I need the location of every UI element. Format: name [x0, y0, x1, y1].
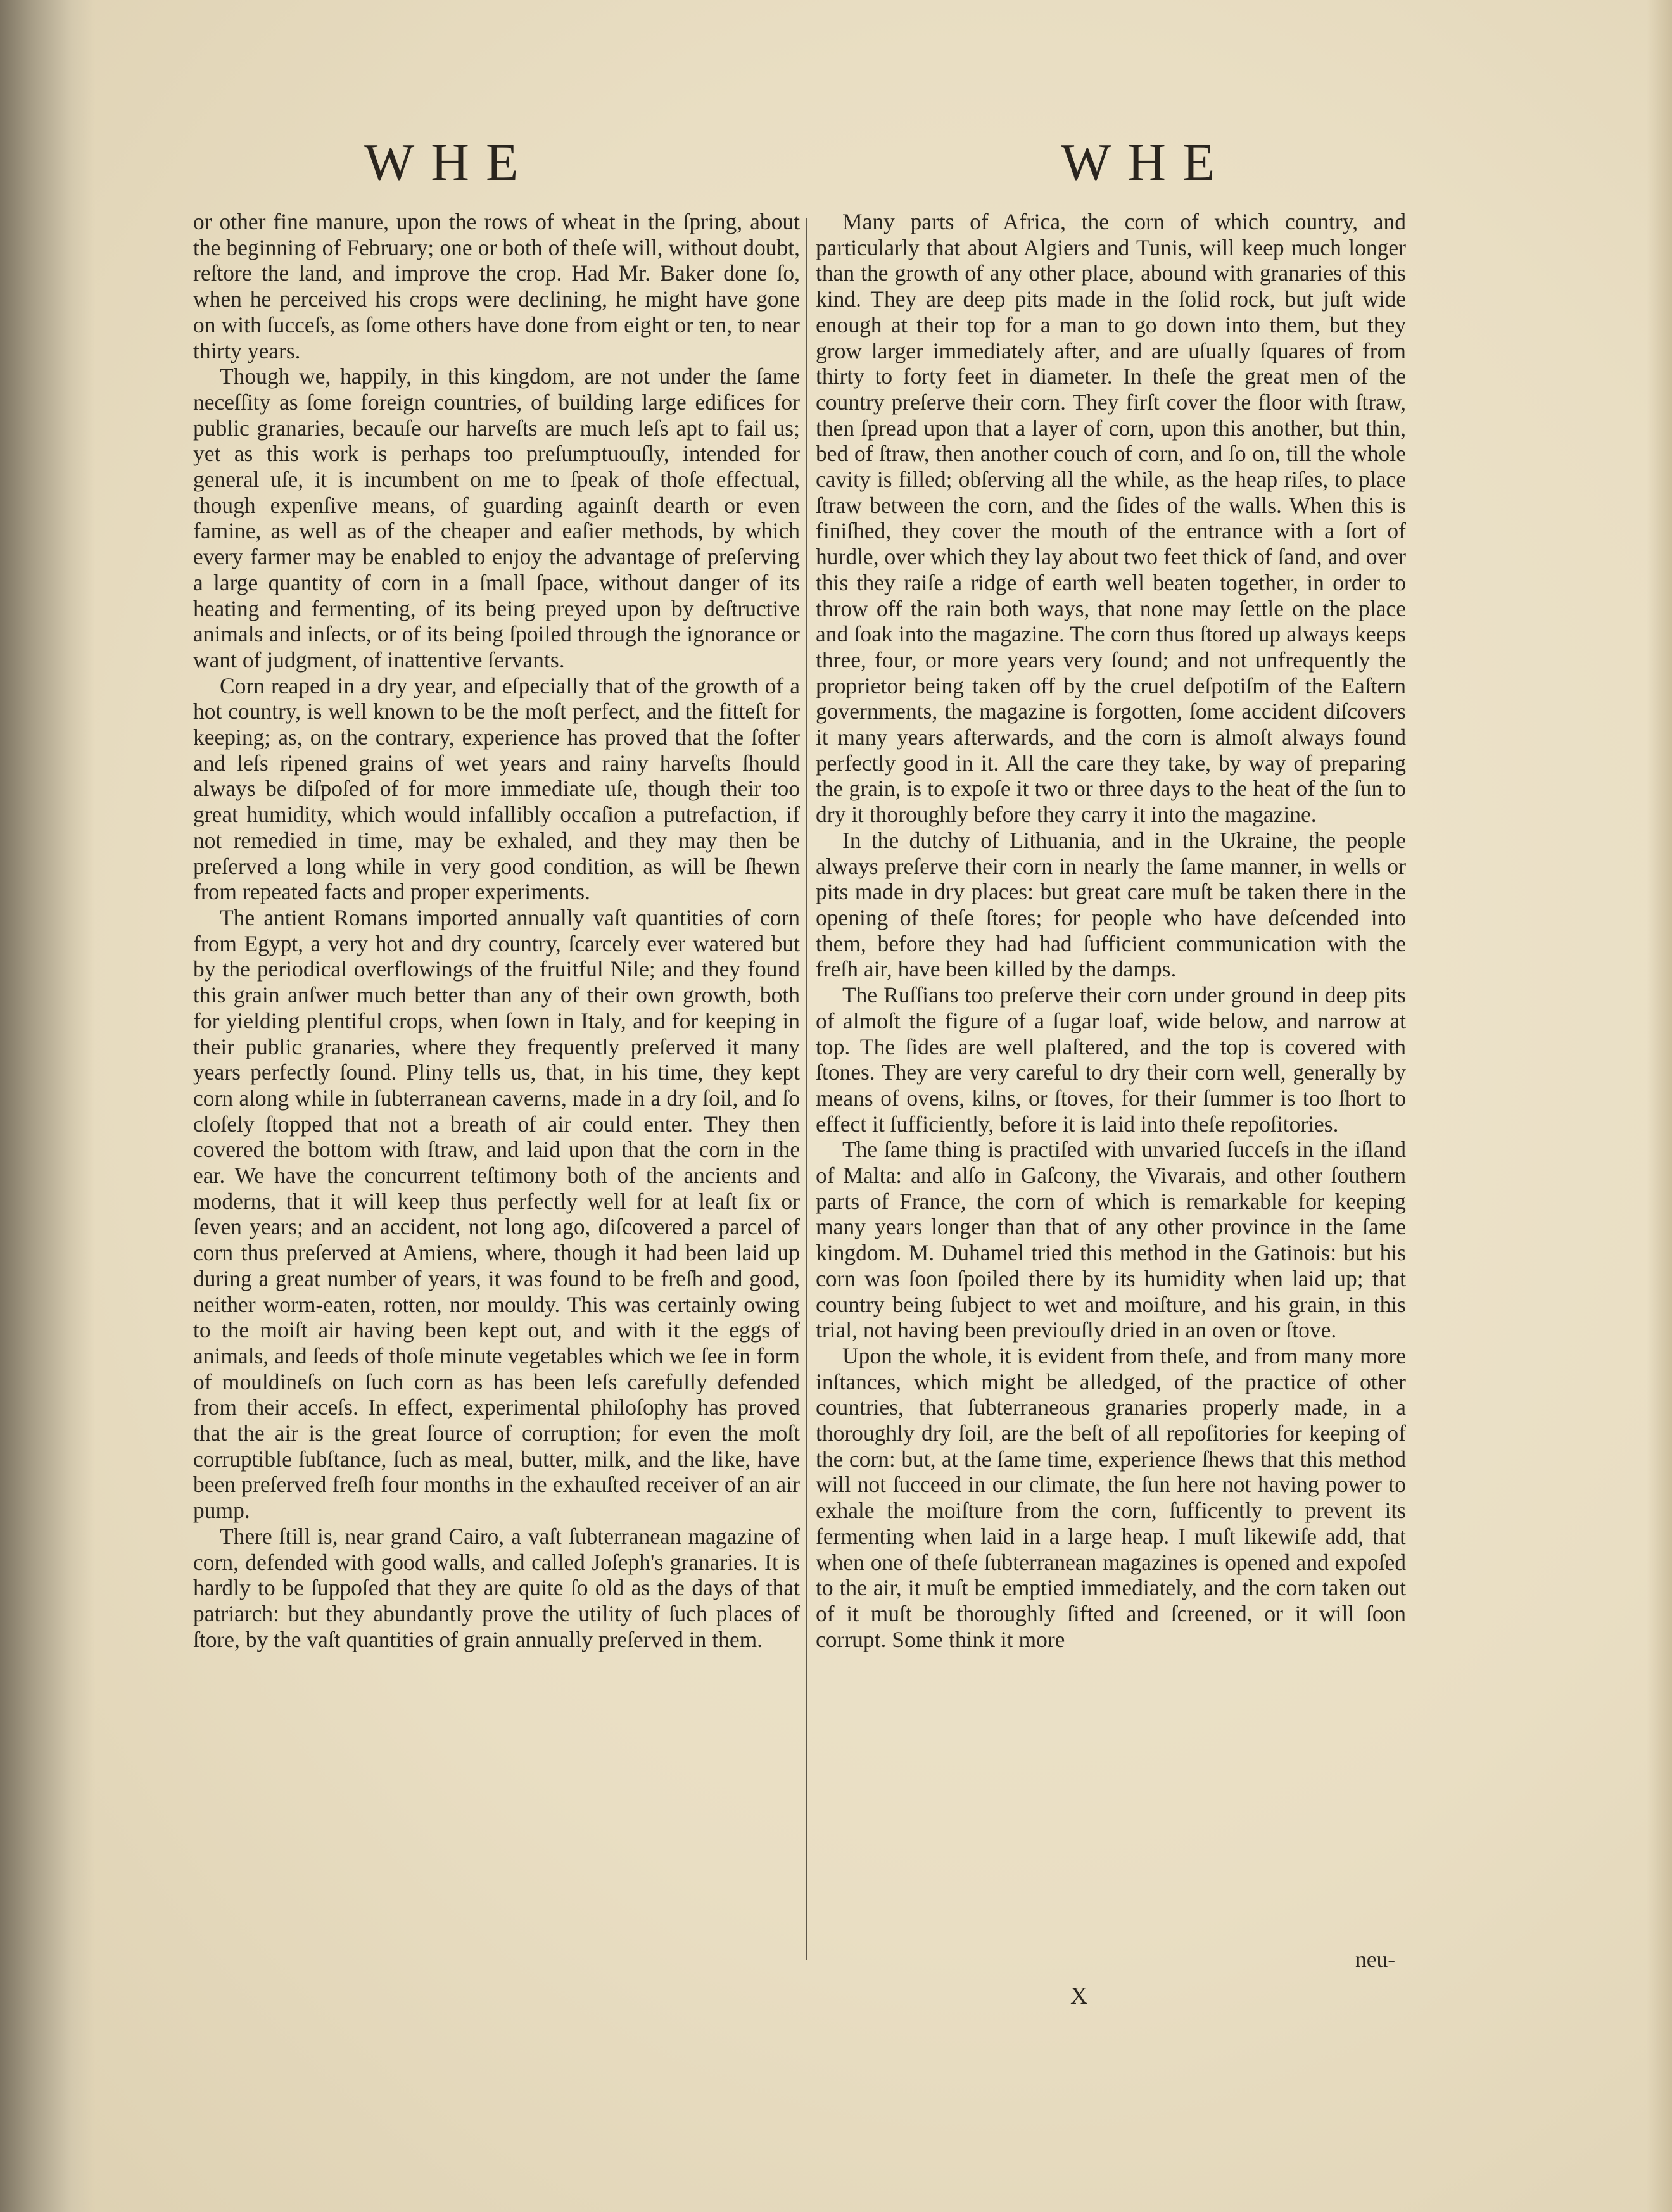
paragraph: Many parts of Africa, the corn of which country, and particularly that about Algiers and Tunis, will keep much longer than the growth of any other place, abound with granaries of this kind. They are deep pits made in the ſolid rock, but juſt wide enough at their top for a man to go down into them, but they grow larger immediately after, and are uſually ſquares of from thirty to forty feet in diameter. In theſe the great men of the country preſerve their corn. They firſt cover the floor with ſtraw, then ſpread upon that a layer of corn, upon this another, but thin, bed of ſtraw, then another couch of corn, and ſo on, till the whole cavity is filled; obſerving all the while, as the heap riſes, to place ſtraw between the corn, and the ſides of the walls. When this is finiſhed, they cover the mouth of the entrance with a ſort of hurdle, over which they lay about two feet thick of ſand, and over this they raiſe a ridge of earth well beaten together, in order to throw off the rain both ways, that none may ſettle on the place and ſoak into the magazine. The corn thus ſtored up always keeps three, four, or more years very ſound; and not unfrequently the proprietor being taken off by the cruel deſpotiſm of the Eaſtern governments, the magazine is forgotten, ſome accident diſcovers it many years afterwards, and the corn is almoſt always found perfectly good in it. All the care they take, by way of preparing the grain, is to expoſe it two or three days to the heat of the ſun to dry it thoroughly before they carry it into the magazine.	[816, 209, 1406, 828]
paragraph: The Ruſſians too preſerve their corn under ground in deep pits of almoſt the figure of a ſugar loaf, wide below, and narrow at top. The ſides are well plaſtered, and the top is covered with ſtones. They are very careful to dry their corn well, generally by means of ovens, kilns, or ſtoves, for their ſummer is too ſhort to effect it ſufficiently, before it is laid into theſe repoſitories.	[816, 982, 1406, 1137]
text-column-right	[816, 209, 1406, 1652]
page-edge-shadow	[1647, 0, 1672, 2212]
signature-mark: X	[1070, 1983, 1088, 2009]
paragraph: Upon the whole, it is evident from theſe, and from many more inſtances, which might be alledged, of the practice of other countries, that ſubterraneous granaries properly made, in a thoroughly dry ſoil, are the beſt of all repoſitories for keeping of the corn: but, at the ſame time, experience ſhews that this method will not ſucceed in our climate, the ſun here not having power to exhale the moiſture from the corn, ſufficently to prevent its fermenting when laid in a large heap. I muſt likewiſe add, that when one of theſe ſubterranean magazines is opened and expoſed to the air, it muſt be emptied immediately, and the corn taken out of it muſt be thoroughly ſifted and ſcreened, or it will ſoon corrupt. Some think it more	[816, 1343, 1406, 1652]
paragraph: Though we, happily, in this kingdom, are not under the ſame neceſſity as ſome foreign countries, of building large edifices for public granaries, becauſe our harveſts are much leſs apt to fail us; yet as this work is perhaps too preſumptuouſly, intended for general uſe, it is incumbent on me to ſpeak of thoſe effectual, though expenſive means, of guarding againſt dearth or even famine, as well as of the cheaper and eaſier methods, by which every farmer may be enabled to enjoy the advantage of preſerving a large quantity of corn in a ſmall ſpace, without danger of its heating and fermenting, of its being preyed upon by deſtructive animals and inſects, or of its being ſpoiled through the ignorance or want of judgment, of inattentive ſervants.	[193, 363, 800, 673]
paragraph: The antient Romans imported annually vaſt quantities of corn from Egypt, a very hot and dry country, ſcarcely ever watered but by the periodical overflowings of the fruitful Nile; and they found this grain anſwer much better than any of their own growth, both for yielding plentiful crops, when ſown in Italy, and for keeping in their public granaries, where they frequently preſerved it many years perfectly ſound. Pliny tells us, that, in his time, they kept corn along while in ſubterranean caverns, made in a dry ſoil, and ſo cloſely ſtopped that not a breath of air could enter. They then covered the bottom with ſtraw, and laid upon that the corn in the ear. We have the concurrent teſtimony both of the ancients and moderns, that it will keep thus perfectly well for at leaſt ſix or ſeven years; and an accident, not long ago, diſcovered a parcel of corn thus preſerved at Amiens, where, though it had been laid up during a great number of years, it was found to be freſh and good, neither worm-eaten, rotten, nor mouldy. This was certainly owing to the moiſt air having been kept out, and with it the eggs of animals, and ſeeds of thoſe minute vegetables which we ſee in form of mouldineſs on ſuch corn as has been leſs carefully defended from their acceſs. In effect, experimental philoſophy has proved that the air is the great ſource of corruption; for even the moſt corruptible ſubſtance, ſuch as meal, butter, milk, and the like, have been preſerved freſh four months in the exhauſted receiver of an air pump.	[193, 904, 800, 1524]
text-column-left	[193, 209, 800, 1652]
catchword: neu-	[1355, 1947, 1396, 1972]
paragraph: There ſtill is, near grand Cairo, a vaſt ſubterranean magazine of corn, defended with good walls, and called Joſeph's granaries. It is hardly to be ſuppoſed that they are quite ſo old as the days of that patriarch: but they abundantly prove the utility of ſuch places of ſtore, by the vaſt quantities of grain annually preſerved in them.	[193, 1523, 800, 1652]
binding-gutter-shadow	[0, 0, 95, 2212]
column-divider-rule	[806, 218, 808, 1960]
running-head-left: WHE	[364, 133, 535, 192]
paragraph: Corn reaped in a dry year, and eſpecially that of the growth of a hot country, is well known to be the moſt perfect, and the fitteſt for keeping; as, on the contrary, experience has proved that the ſofter and leſs ripened grains of wet years and rainy harveſts ſhould always be diſpoſed of for more immediate uſe, though their too great humidity, which would infallibly occaſion a putrefaction, if not remedied in time, may be exhaled, and they may then be preſerved a long while in very good condition, as will be ſhewn from repeated facts and proper experiments.	[193, 673, 800, 905]
paragraph: In the dutchy of Lithuania, and in the Ukraine, the people always preſerve their corn in nearly the ſame manner, in wells or pits made in dry places: but great care muſt be taken there in the opening of theſe ſtores; for people who have deſcended into them, before they had had ſufficient communication with the freſh air, have been killed by the damps.	[816, 827, 1406, 982]
paragraph: or other fine manure, upon the rows of wheat in the ſpring, about the beginning of February; one or both of theſe will, without doubt, reſtore the land, and improve the crop. Had Mr. Baker done ſo, when he perceived his crops were declining, he might have gone on with ſucceſs, as ſome others have done from eight or ten, to near thirty years.	[193, 209, 800, 363]
paragraph: The ſame thing is practiſed with unvaried ſucceſs in the iſland of Malta: and alſo in Gaſcony, the Vivarais, and other ſouthern parts of France, the corn of which is remarkable for keeping many years longer than that of any other province in the ſame kingdom. M. Duhamel tried this method in the Gatinois: but his corn was ſoon ſpoiled there by its humidity when laid up; that country being ſubject to wet and moiſture, and his grain, in this trial, not having been previouſly dried in an oven or ſtove.	[816, 1137, 1406, 1343]
running-head-right: WHE	[1061, 133, 1232, 192]
